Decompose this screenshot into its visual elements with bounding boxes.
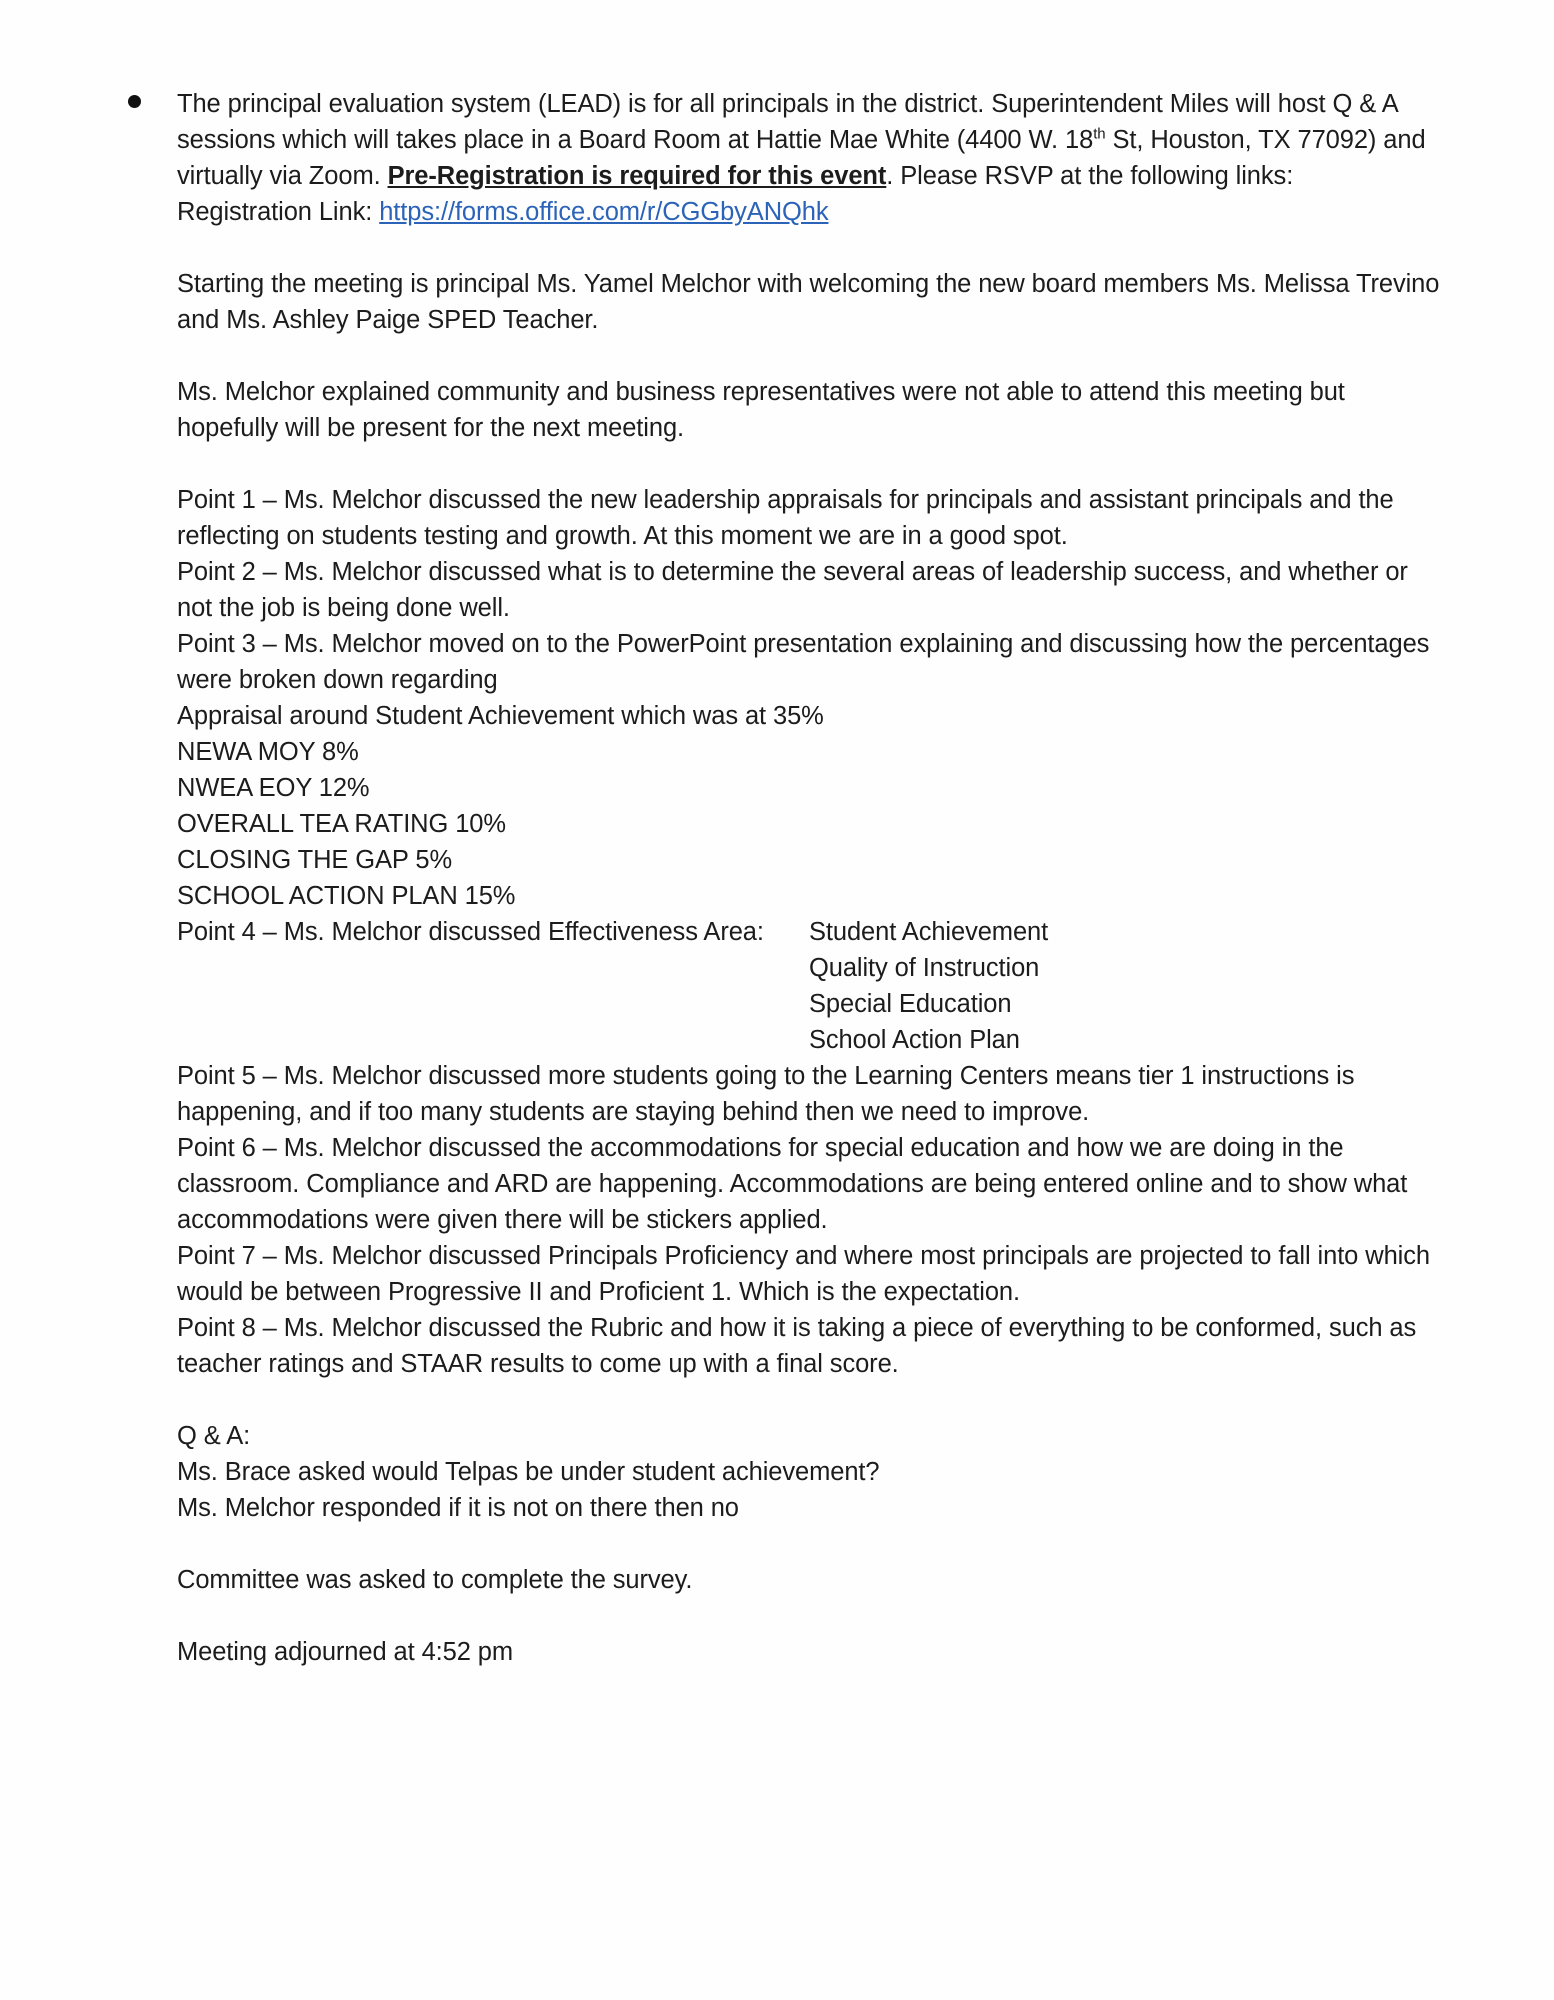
survey-note: Committee was asked to complete the survey. — [177, 1566, 693, 1594]
appraisal-line: OVERALL TEA RATING 10% — [177, 810, 506, 838]
minutes-body — [177, 86, 1447, 1670]
effectiveness-area: School Action Plan — [809, 1026, 1020, 1054]
appraisal-line: SCHOOL ACTION PLAN 15% — [177, 882, 516, 910]
registration-line — [177, 194, 1447, 230]
point-7: Point 7 – Ms. Melchor discussed Principals Proficiency and where most principals are projected to fall into which would be between Progressive II and Proficient 1. Which is the expectation. — [177, 1242, 1430, 1306]
adjournment-note: Meeting adjourned at 4:52 pm — [177, 1638, 514, 1666]
intro-paragraph — [177, 86, 1447, 194]
pre-registration-notice: Pre-Registration is required for this event — [387, 162, 887, 190]
bullet-icon — [128, 95, 141, 108]
registration-label: Registration Link: — [177, 198, 380, 226]
effectiveness-area: Quality of Instruction — [809, 954, 1040, 982]
effectiveness-areas — [809, 914, 1048, 1058]
point-3: Point 3 – Ms. Melchor moved on to the PowerPoint presentation explaining and discussing how the percentages were broken down regarding — [177, 630, 1430, 694]
point-1: Point 1 – Ms. Melchor discussed the new leadership appraisals for principals and assistant principals and the reflecting on students testing and growth. At this moment we are in a good spot. — [177, 486, 1394, 550]
effectiveness-area: Student Achievement — [809, 918, 1049, 946]
qa-answer: Ms. Melchor responded if it is not on there then no — [177, 1494, 739, 1522]
registration-link[interactable]: https://forms.office.com/r/CGGbyANQhk — [379, 198, 829, 226]
appraisal-line: Appraisal around Student Achievement which was at 35% — [177, 702, 824, 730]
point-2: Point 2 – Ms. Melchor discussed what is to determine the several areas of leadership success, and whether or not the job is being done well. — [177, 558, 1408, 622]
qa-question: Ms. Brace asked would Telpas be under student achievement? — [177, 1458, 880, 1486]
intro-text-2: St, Houston, TX 77092) and virtually via Zoom. — [177, 126, 1426, 190]
effectiveness-area: Special Education — [809, 990, 1012, 1018]
point-8: Point 8 – Ms. Melchor discussed the Rubric and how it is taking a piece of everything to be conformed, such as teacher ratings and STAAR results to come up with a final score. — [177, 1314, 1417, 1378]
point-4 — [177, 914, 1447, 1058]
qa-heading: Q & A: — [177, 1422, 251, 1450]
intro-text-3: . Please RSVP at the following links: — [886, 162, 1294, 190]
point-5: Point 5 – Ms. Melchor discussed more students going to the Learning Centers means tier 1 instructions is happening, and if too many students are staying behind then we need to improve. — [177, 1062, 1355, 1126]
ordinal-superscript: th — [1093, 125, 1106, 143]
point-4-label: Point 4 – Ms. Melchor discussed Effectiveness Area: — [177, 918, 764, 946]
welcome-paragraph: Starting the meeting is principal Ms. Yamel Melchor with welcoming the new board members Ms. Melissa Trevino and Ms. Ashley Paige SPED Teacher. — [177, 270, 1440, 334]
intro-text-1: The principal evaluation system (LEAD) is for all principals in the district. Superintendent Miles will host Q & A sessions which will takes place in a Board Room at Hattie Mae White (4400 W. 18 — [177, 90, 1398, 154]
appraisal-line: NWEA EOY 12% — [177, 774, 370, 802]
appraisal-line: CLOSING THE GAP 5% — [177, 846, 453, 874]
point-6: Point 6 – Ms. Melchor discussed the accommodations for special education and how we are doing in the classroom. Compliance and ARD are happening. Accommodations are being entered online and to show what accommodations were given there will be stickers applied. — [177, 1134, 1408, 1234]
appraisal-line: NEWA MOY 8% — [177, 738, 359, 766]
absence-paragraph: Ms. Melchor explained community and business representatives were not able to attend this meeting but hopefully will be present for the next meeting. — [177, 378, 1345, 442]
